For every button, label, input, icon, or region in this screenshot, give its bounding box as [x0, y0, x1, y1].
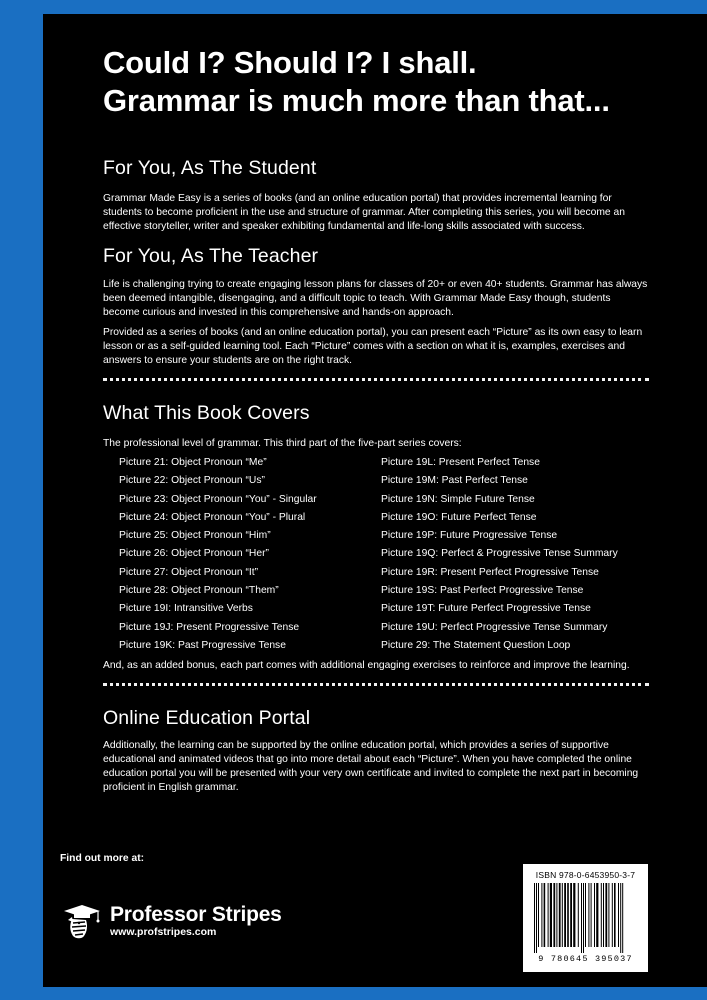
barcode-bar	[608, 883, 609, 947]
dotted-divider-1	[103, 378, 649, 381]
covers-item: Picture 19T: Future Perfect Progressive Tense	[381, 603, 591, 615]
barcode-bar	[547, 883, 548, 947]
barcode-bar	[573, 883, 575, 947]
barcode-bar	[561, 883, 562, 947]
portal-body: Additionally, the learning can be supported by the online education portal, which provides a series of supportive educational and animated videos that go into more detail about each “Picture”. When you have completed the online education portal you will be presented with your very own certificate and invited to complete the next part in becoming proficient in English grammar.	[103, 740, 639, 794]
barcode-bar	[583, 883, 584, 953]
barcode-bar	[538, 883, 539, 947]
covers-item: Picture 27: Object Pronoun “It”	[119, 566, 259, 578]
student-body: Grammar Made Easy is a series of books (and an online education portal) that provides incremental learning for students to become proficient in the use and structure of grammar. After completing this series, you will become an effective storyteller, writer and speaker exhibiting fundamental and life-long skills associated with success.	[103, 193, 625, 232]
barcode-bar	[596, 883, 598, 947]
barcode-bar	[618, 883, 619, 947]
barcode-bar	[588, 883, 589, 947]
brand-name: Professor Stripes	[110, 902, 282, 926]
barcode-bar	[543, 883, 545, 947]
barcode-bar	[567, 883, 569, 947]
covers-item: Picture 25: Object Pronoun “Him”	[119, 530, 271, 542]
covers-item: Picture 19Q: Perfect & Progressive Tense Summary	[381, 548, 618, 560]
barcode-bar	[620, 883, 621, 953]
zebra-mortarboard-icon	[60, 902, 106, 940]
dotted-divider-2	[103, 683, 649, 686]
headline-line-1: Could I? Should I? I shall.	[103, 45, 477, 80]
covers-item: Picture 19U: Perfect Progressive Tense Summary	[381, 621, 608, 633]
covers-item: Picture 19I: Intransitive Verbs	[119, 603, 253, 615]
barcode-bar	[581, 883, 582, 953]
covers-item: Picture 19J: Present Progressive Tense	[119, 621, 300, 633]
covers-bonus: And, as an added bonus, each part comes with additional engaging exercises to reinforce and improve the learning.	[103, 660, 630, 672]
barcode-bar	[556, 883, 557, 947]
headline-line-2: Grammar is much more than that...	[103, 83, 610, 118]
barcode-bar	[536, 883, 537, 953]
covers-section	[103, 401, 649, 673]
covers-heading: What This Book Covers	[103, 402, 310, 424]
teacher-body-2: Provided as a series of books (and an online education portal), you can present each “Picture” as its own easy to learn lesson or as a self-guided learning tool. Each “Picture” comes with a section on what it is, examples, exercises and answers to ensure your students are on the right track.	[103, 327, 643, 366]
covers-item: Picture 22: Object Pronoun “Us”	[119, 475, 265, 487]
barcode-bar	[603, 883, 604, 947]
barcode-bar	[564, 883, 566, 947]
barcode-bar	[611, 883, 612, 947]
covers-list-right	[381, 454, 618, 655]
isbn-barcode	[523, 864, 648, 972]
covers-item: Picture 19S: Past Perfect Progressive Tense	[381, 585, 584, 597]
find-more-text: Find out more at:	[60, 853, 145, 864]
barcode-bar	[553, 883, 555, 947]
student-section	[103, 156, 649, 234]
covers-intro: The professional level of grammar. This third part of the five-part series covers:	[103, 438, 462, 449]
covers-item: Picture 19L: Present Perfect Tense	[381, 457, 540, 468]
covers-item: Picture 23: Object Pronoun “You” - Singular	[119, 493, 317, 505]
barcode-bar	[577, 883, 578, 947]
covers-item: Picture 21: Object Pronoun “Me”	[119, 457, 267, 468]
portal-heading: Online Education Portal	[103, 707, 311, 730]
covers-item: Picture 19P: Future Progressive Tense	[381, 530, 558, 542]
covers-item: Picture 29: The Statement Question Loop	[381, 639, 571, 651]
brand-logo	[60, 902, 282, 940]
covers-item: Picture 19K: Past Progressive Tense	[119, 639, 286, 651]
barcode-bar	[570, 883, 572, 947]
back-cover	[43, 14, 707, 987]
covers-list-left	[119, 454, 381, 655]
portal-section	[103, 706, 649, 795]
barcode-bar	[534, 883, 535, 953]
barcode-bar	[585, 883, 586, 947]
barcode-bar	[600, 883, 601, 947]
barcode-bar	[622, 883, 623, 953]
covers-item: Picture 19M: Past Perfect Tense	[381, 475, 528, 487]
covers-list	[103, 454, 649, 655]
covers-item: Picture 19R: Present Perfect Progressive Tense	[381, 566, 599, 578]
barcode-bar	[541, 883, 542, 947]
covers-item: Picture 19N: Simple Future Tense	[381, 493, 535, 505]
covers-item: Picture 26: Object Pronoun “Her”	[119, 548, 269, 560]
brand-url[interactable]: www.profstripes.com	[110, 925, 217, 938]
barcode-bar	[614, 883, 616, 947]
teacher-heading: For You, As The Teacher	[103, 245, 319, 267]
barcode-bar	[594, 883, 595, 947]
barcode-bars	[530, 883, 642, 953]
barcode-bar	[590, 883, 591, 947]
teacher-body-1: Life is challenging trying to create engaging lesson plans for classes of 20+ or even 40+ students. Grammar has always been deemed intangible, disengaging, and a difficult topic to teach. With Grammar Made Easy though, students become curious and invested in this comprehensive and hands-on approach.	[103, 279, 648, 318]
barcode-bar	[605, 883, 607, 947]
student-heading: For You, As The Student	[103, 157, 317, 179]
isbn-label: ISBN 978-0-6453950-3-7	[535, 870, 636, 880]
barcode-bar	[549, 883, 551, 947]
barcode-digits: 9 780645 395037	[538, 954, 633, 964]
barcode-bar	[558, 883, 560, 947]
covers-item: Picture 28: Object Pronoun “Them”	[119, 585, 279, 597]
headline	[103, 44, 649, 120]
covers-item: Picture 24: Object Pronoun “You” - Plural	[119, 511, 306, 523]
covers-item: Picture 19O: Future Perfect Tense	[381, 511, 537, 523]
teacher-section	[103, 244, 649, 368]
